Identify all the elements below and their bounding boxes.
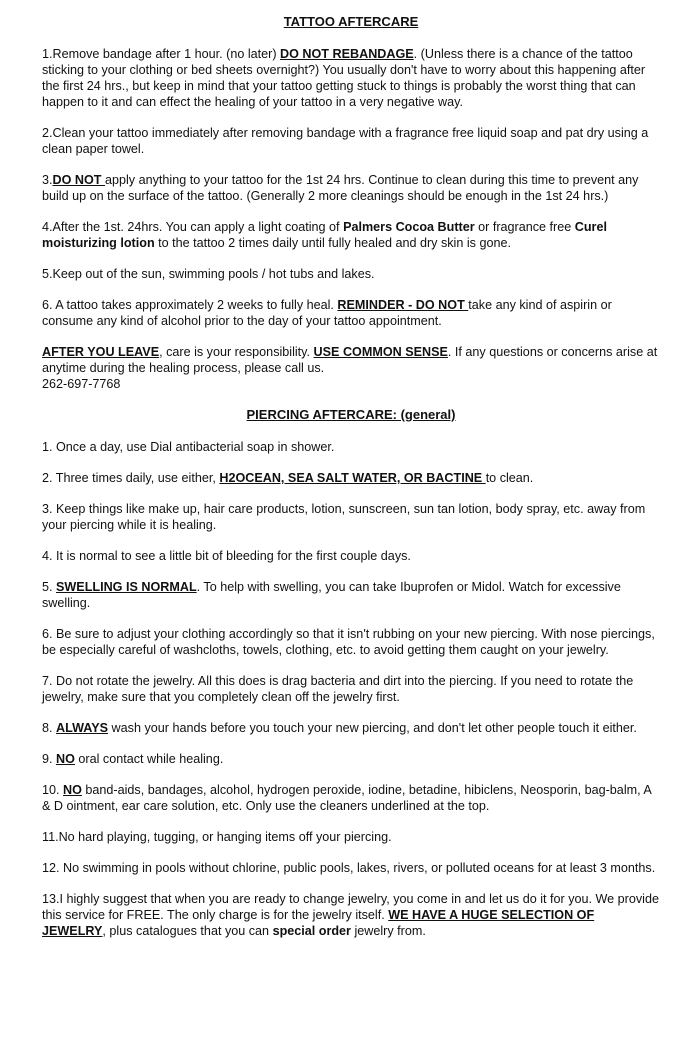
text: 4.After the 1st. 24hrs. You can apply a light coating of: [42, 220, 344, 234]
emphasis: DO NOT: [52, 173, 105, 187]
piercing-section: [42, 407, 660, 939]
emphasis: NO: [56, 752, 75, 766]
tattoo-after-you-leave: [42, 344, 660, 392]
piercing-step-8: [42, 720, 660, 736]
piercing-aftercare-title: PIERCING AFTERCARE: (general): [246, 407, 456, 422]
piercing-step-7: 7. Do not rotate the jewelry. All this does is drag bacteria and dirt into the piercing. If you need to rotate the jewelry, make sure that you completely clean off the jewelry first.: [42, 674, 634, 704]
piercing-step-4: 4. It is normal to see a little bit of bleeding for the first couple days.: [42, 549, 411, 563]
text: jewelry from.: [350, 924, 426, 938]
emphasis: H2OCEAN, SEA SALT WATER, OR BACTINE: [219, 471, 486, 485]
emphasis: NO: [63, 783, 82, 797]
text: oral contact while healing.: [74, 752, 224, 766]
text: to clean.: [485, 471, 534, 485]
text: , plus catalogues that you can: [102, 924, 273, 938]
text: . If any questions or concerns arise at anytime during the healing process, please call us.: [42, 345, 658, 375]
emphasis: AFTER YOU LEAVE: [42, 345, 160, 359]
piercing-step-13: [42, 891, 660, 939]
piercing-step-6: 6. Be sure to adjust your clothing accordingly so that it isn't rubbing on your new piercing. With nose piercings, be especially careful of washcloths, towels, clothing, etc. to avoid getting them caught on your jewelry.: [42, 627, 655, 657]
tattoo-aftercare-title: TATTOO AFTERCARE: [283, 14, 419, 29]
text: apply anything to your tattoo for the 1st 24 hrs. Continue to clean during this time to prevent any build up on the surface of the tattoo. (Generally 2 more cleanings should be enough in the 1st 24 hrs.): [42, 173, 639, 203]
text: wash your hands before you touch your new piercing, and don't let other people touch it either.: [108, 721, 637, 735]
tattoo-step-3: [42, 172, 660, 204]
emphasis: special order: [272, 924, 351, 938]
text: 5.: [42, 580, 57, 594]
tattoo-step-4: [42, 219, 660, 251]
text: , care is your responsibility.: [159, 345, 314, 359]
product-name: Curel: [574, 220, 607, 234]
text: band-aids, bandages, alcohol, hydrogen peroxide, iodine, betadine, hibiclens, Neosporin, bag-balm, A & D ointment, ear care solution, etc. Only use the cleaners underlined at the top.: [42, 783, 652, 813]
text: 1.Remove bandage after 1 hour. (no later): [42, 47, 281, 61]
tattoo-step-1: [42, 46, 660, 110]
text: 6. A tattoo takes approximately 2 weeks to fully heal.: [42, 298, 338, 312]
text: take any kind of aspirin or consume any kind of alcohol prior to the day of your tattoo appointment.: [42, 298, 612, 328]
piercing-step-5: [42, 579, 660, 611]
product-name: moisturizing lotion: [42, 236, 155, 250]
phone-number: 262-697-7768: [42, 377, 121, 391]
text: . (Unless there is a chance of the tattoo sticking to your clothing or bed sheets overnight?) You usually don't have to worry about this happening after the first 24 hrs., but keep in mind that your tattoo getting stuck to things is probably the worst thing that can happen to it and can effect the healing of your tattoo in a very negative way.: [42, 47, 646, 109]
piercing-step-9: [42, 751, 660, 767]
tattoo-step-5: 5.Keep out of the sun, swimming pools / hot tubs and lakes.: [42, 267, 375, 281]
emphasis: SWELLING IS NORMAL: [56, 580, 197, 594]
piercing-step-12: 12. No swimming in pools without chlorine, public pools, lakes, rivers, or polluted oceans for at least 3 months.: [42, 861, 656, 875]
product-name: Palmers Cocoa Butter: [343, 220, 475, 234]
text: 3.: [42, 173, 53, 187]
text: 2. Three times daily, use either,: [42, 471, 220, 485]
emphasis: WE HAVE A HUGE SELECTION OF JEWELRY: [42, 908, 595, 938]
text: or fragrance free: [474, 220, 575, 234]
tattoo-step-2: 2.Clean your tattoo immediately after removing bandage with a fragrance free liquid soap and pat dry using a clean paper towel.: [42, 126, 649, 156]
piercing-step-11: 11.No hard playing, tugging, or hanging items off your piercing.: [42, 830, 392, 844]
piercing-step-1: 1. Once a day, use Dial antibacterial soap in shower.: [42, 440, 335, 454]
text: . To help with swelling, you can take Ibuprofen or Midol. Watch for excessive swelling.: [42, 580, 621, 610]
text: 10.: [42, 783, 64, 797]
piercing-step-3: 3. Keep things like make up, hair care products, lotion, sunscreen, sun tan lotion, body spray, etc. away from your piercing while it is healing.: [42, 502, 646, 532]
text: 8.: [42, 721, 57, 735]
tattoo-step-6: [42, 297, 660, 329]
piercing-step-10: [42, 782, 660, 814]
emphasis: USE COMMON SENSE: [313, 345, 448, 359]
emphasis: DO NOT REBANDAGE: [280, 47, 414, 61]
emphasis: ALWAYS: [56, 721, 109, 735]
emphasis: REMINDER - DO NOT: [337, 298, 469, 312]
text: to the tattoo 2 times daily until fully healed and dry skin is gone.: [154, 236, 511, 250]
text: 13.I highly suggest that when you are ready to change jewelry, you come in and let us do it for you. We provide this service for FREE. The only charge is for the jewelry itself.: [42, 892, 659, 922]
text: 9.: [42, 752, 57, 766]
piercing-step-2: [42, 470, 660, 486]
